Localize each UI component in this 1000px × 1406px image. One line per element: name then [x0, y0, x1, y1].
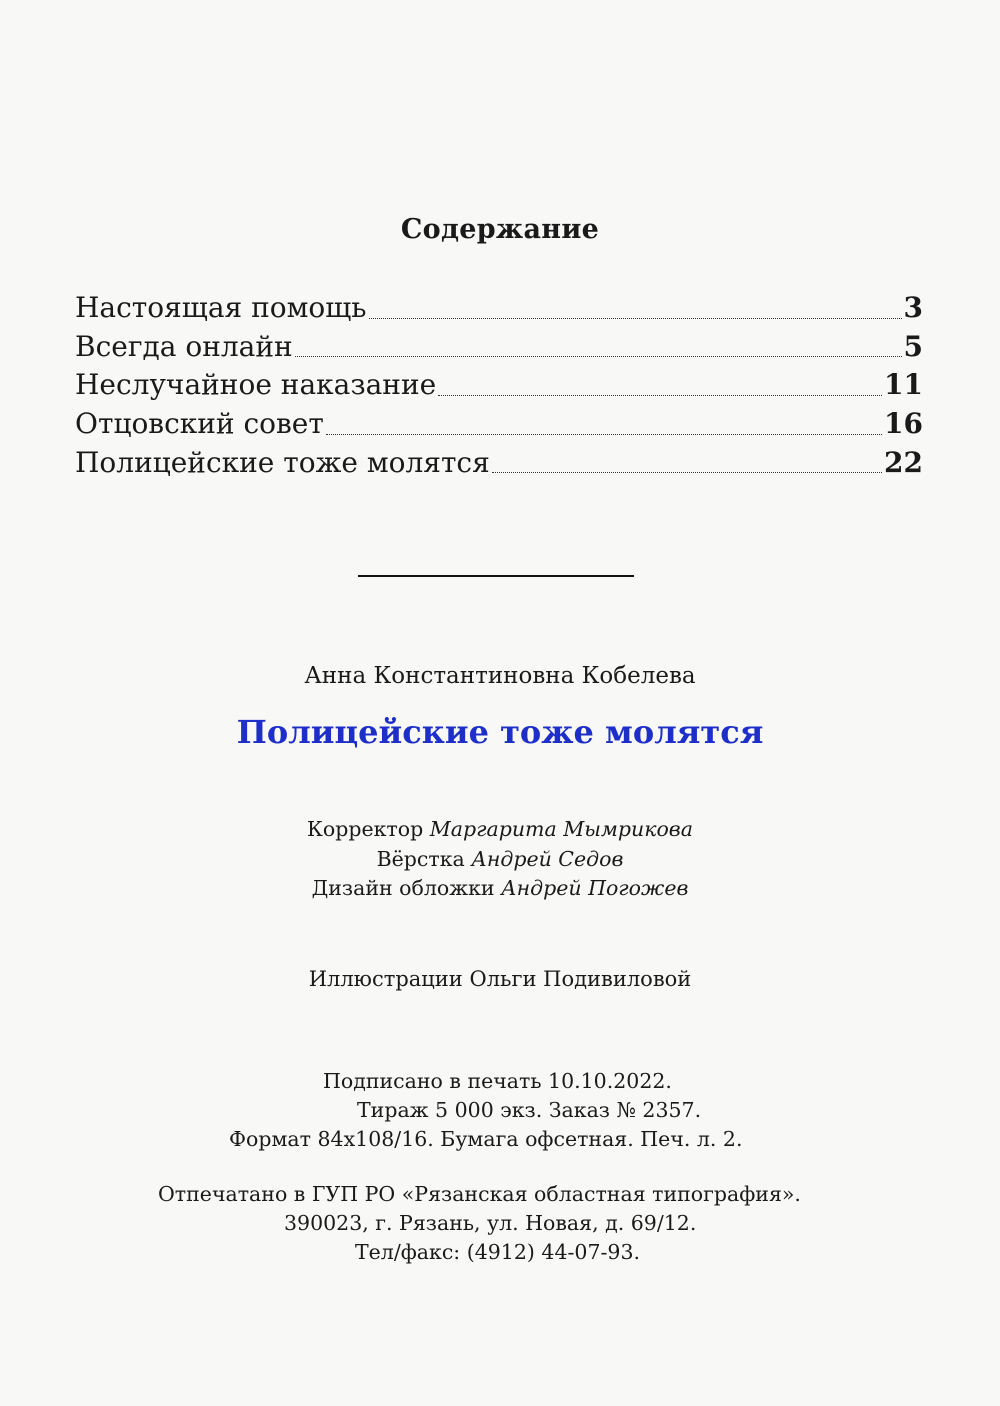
toc-entry-page: 5	[903, 329, 923, 363]
printer-address: 390023, г. Рязань, ул. Новая, д. 69/12.	[284, 1211, 697, 1235]
toc-leader-dots	[295, 355, 902, 357]
toc-entry-title: Всегда онлайн	[75, 329, 293, 363]
toc-entry	[75, 366, 923, 405]
toc-entry-page: 3	[903, 291, 923, 324]
credit-role: Дизайн обложки	[311, 876, 495, 900]
toc-entry-title: Настоящая помощь	[75, 291, 367, 324]
contents-heading: Содержание	[400, 214, 600, 245]
toc-entry	[75, 444, 923, 483]
toc-entry	[75, 289, 923, 328]
toc-leader-dots	[438, 394, 882, 396]
credit-person: Маргарита Мымрикова	[429, 817, 693, 841]
credit-corrector	[0, 815, 1000, 845]
toc-entry	[75, 405, 923, 444]
toc-entry-page: 22	[884, 445, 923, 479]
imprint-format: Формат 84x108/16. Бумага офсетная. Печ. л. 2.	[229, 1127, 743, 1151]
printer-phone: Тел/факс: (4912) 44-07-93.	[355, 1240, 641, 1264]
toc-entry-title: Неслучайное наказание	[75, 368, 437, 402]
table-of-contents	[75, 289, 923, 482]
credit-person: Андрей Погожев	[501, 876, 689, 900]
book-title: Полицейские тоже молятся	[236, 713, 764, 751]
toc-leader-dots	[369, 317, 902, 319]
toc-entry-page: 11	[884, 368, 923, 402]
credit-cover-design	[0, 874, 1000, 904]
credits-block	[0, 815, 1000, 904]
credit-person: Андрей Седов	[471, 846, 624, 871]
toc-leader-dots	[326, 433, 882, 435]
credit-role: Вёрстка	[376, 846, 465, 871]
toc-entry-title: Отцовский совет	[75, 407, 324, 441]
credit-role: Корректор	[307, 817, 424, 841]
toc-entry	[75, 328, 923, 367]
author-name: Анна Константиновна Кобелева	[304, 663, 696, 689]
illustrations-credit: Иллюстрации Ольги Подивиловой	[308, 967, 692, 991]
toc-entry-title: Полицейские тоже молятся	[75, 445, 490, 479]
section-divider	[358, 575, 634, 577]
imprint-signed: Подписано в печать 10.10.2022.	[323, 1069, 672, 1093]
credit-layout	[0, 845, 1000, 875]
toc-leader-dots	[492, 471, 882, 473]
toc-entry-page: 16	[884, 407, 923, 441]
imprint-print-run: Тираж 5 000 экз. Заказ № 2357.	[357, 1098, 702, 1122]
printer-name: Отпечатано в ГУП РО «Рязанская областная типография».	[158, 1182, 801, 1206]
